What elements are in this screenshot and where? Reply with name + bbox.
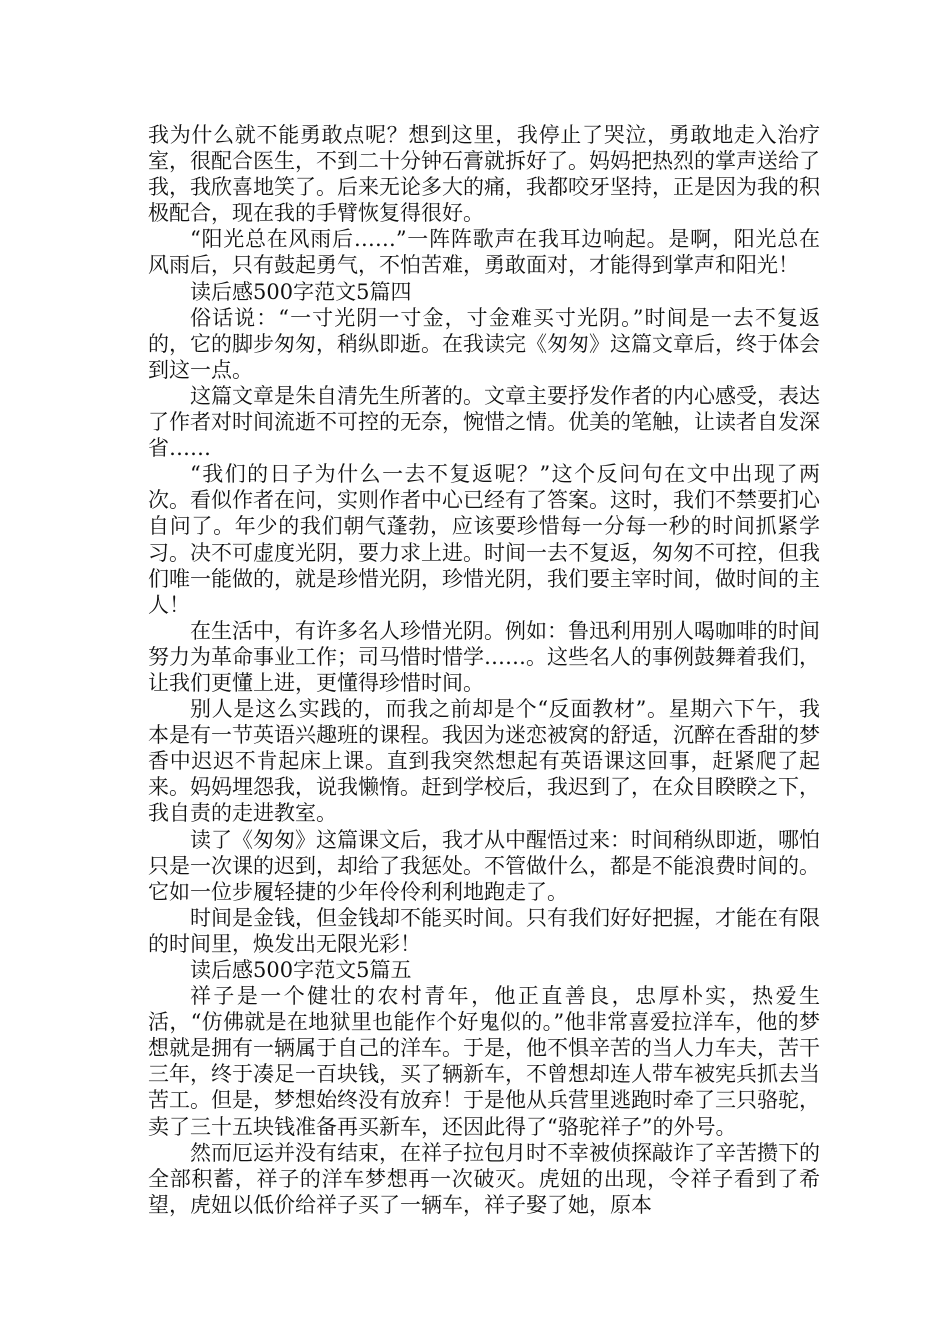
paragraph: 俗话说：“一寸光阴一寸金，寸金难买寸光阴。”时间是一去不复返的，它的脚步匆匆，稍纵即逝。在我读完《匆匆》这篇文章后，终于体会到这一点。	[148, 305, 820, 382]
paragraph: 祥子是一个健壮的农村青年，他正直善良，忠厚朴实，热爱生活，“仿佛就是在地狱里也能作个好鬼似的。”他非常喜爱拉洋车，他的梦想就是拥有一辆属于自己的洋车。于是，他不惧辛苦的当人力车夫，苦干三年，终于凑足一百块钱，买了辆新车，不曾想却连人带车被宪兵抓去当苦工。但是，梦想始终没有放弃！于是他从兵营里逃跑时牵了三只骆驼，卖了三十五块钱准备再买新车，还因此得了“骆驼祥子”的外号。	[148, 984, 820, 1139]
paragraph: 在生活中，有许多名人珍惜光阴。例如：鲁迅利用别人喝咖啡的时间努力为革命事业工作；司马惜时惜学……。这些名人的事例鼓舞着我们，让我们更懂上进，更懂得珍惜时间。	[148, 618, 820, 695]
document-page	[148, 122, 820, 1218]
paragraph: 别人是这么实践的，而我之前却是个“反面教材”。星期六下午，我本是有一节英语兴趣班的课程。我因为迷恋被窝的舒适，沉醉在香甜的梦香中迟迟不肯起床上课。直到我突然想起有英语课这回事，赶紧爬了起来。妈妈埋怨我，说我懒惰。赶到学校后，我迟到了，在众目睽睽之下，我自责的走进教室。	[148, 697, 820, 826]
paragraph: 时间是金钱，但金钱却不能买时间。只有我们好好把握，才能在有限的时间里，焕发出无限光彩！	[148, 905, 820, 956]
paragraph: “阳光总在风雨后……”一阵阵歌声在我耳边响起。是啊，阳光总在风雨后，只有鼓起勇气，不怕苦难，勇敢面对，才能得到掌声和阳光！	[148, 227, 820, 278]
paragraph: 这篇文章是朱自清先生所著的。文章主要抒发作者的内心感受，表达了作者对时间流逝不可控的无奈，惋惜之情。优美的笔触，让读者自发深省……	[148, 383, 820, 461]
paragraph: 然而厄运并没有结束，在祥子拉包月时不幸被侦探敲诈了辛苦攒下的全部积蓄，祥子的洋车梦想再一次破灭。虎妞的出现，令祥子看到了希望，虎妞以低价给祥子买了一辆车，祥子娶了她，原本	[148, 1140, 820, 1217]
paragraph: “我们的日子为什么一去不复返呢？”这个反问句在文中出现了两次。看似作者在问，实则作者中心已经有了答案。这时，我们不禁要扪心自问了。年少的我们朝气蓬勃，应该要珍惜每一分每一秒的时间抓紧学习。决不可虚度光阴，要力求上进。时间一去不复返，匆匆不可控，但我们唯一能做的，就是珍惜光阴，珍惜光阴，我们要主宰时间，做时间的主人！	[148, 462, 820, 617]
paragraph: 我为什么就不能勇敢点呢？想到这里，我停止了哭泣，勇敢地走入治疗室，很配合医生，不到二十分钟石膏就拆好了。妈妈把热烈的掌声送给了我，我欣喜地笑了。后来无论多大的痛，我都咬牙坚持，正是因为我的积极配合，现在我的手臂恢复得很好。	[148, 123, 820, 226]
paragraph: 读了《匆匆》这篇课文后，我才从中醒悟过来：时间稍纵即逝，哪怕只是一次课的迟到，却给了我惩处。不管做什么，都是不能浪费时间的。它如一位步履轻捷的少年伶伶利利地跑走了。	[148, 827, 820, 904]
section-heading: 读后感500字范文5篇四	[190, 279, 412, 304]
section-heading: 读后感500字范文5篇五	[190, 958, 412, 982]
